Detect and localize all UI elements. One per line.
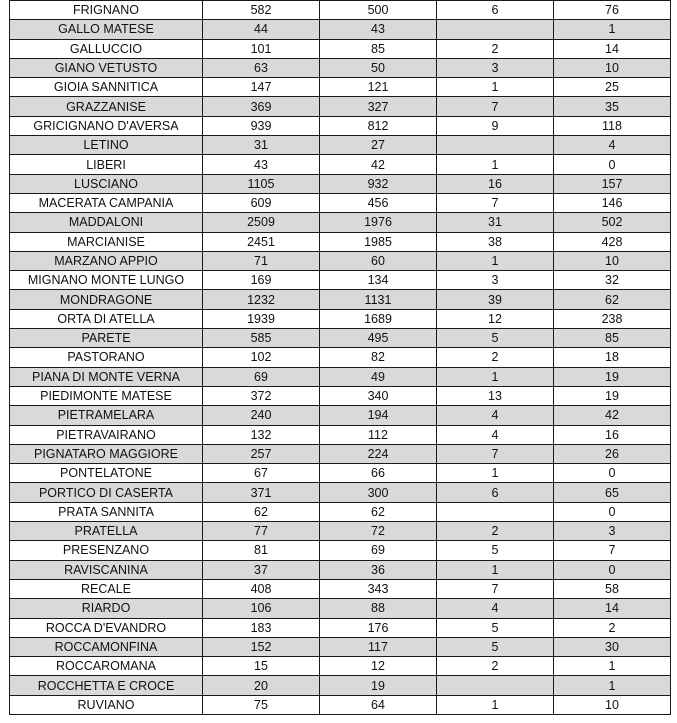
- table-row: [10, 406, 671, 425]
- value-cell-col3: 1131: [320, 290, 437, 309]
- table-row: [10, 599, 671, 618]
- table-row: [10, 213, 671, 232]
- value-cell-col2: 132: [203, 425, 320, 444]
- value-cell-col2: 585: [203, 329, 320, 348]
- value-cell-col3: 134: [320, 271, 437, 290]
- table-row: [10, 20, 671, 39]
- value-cell-col3: 42: [320, 155, 437, 174]
- municipality-cell: PRATA SANNITA: [10, 502, 203, 521]
- value-cell-col5: 146: [554, 193, 671, 212]
- value-cell-col2: 183: [203, 618, 320, 637]
- value-cell-col4: 7: [437, 579, 554, 598]
- value-cell-col4: 5: [437, 637, 554, 656]
- value-cell-col2: 71: [203, 251, 320, 270]
- municipality-cell: PRATELLA: [10, 522, 203, 541]
- value-cell-col2: 2451: [203, 232, 320, 251]
- value-cell-col4: 12: [437, 309, 554, 328]
- value-cell-col2: 1232: [203, 290, 320, 309]
- municipality-cell: MADDALONI: [10, 213, 203, 232]
- value-cell-col5: 2: [554, 618, 671, 637]
- value-cell-col2: 169: [203, 271, 320, 290]
- value-cell-col4: [437, 502, 554, 521]
- table-row: [10, 116, 671, 135]
- table-row: [10, 367, 671, 386]
- value-cell-col4: 3: [437, 58, 554, 77]
- municipality-cell: GRAZZANISE: [10, 97, 203, 116]
- value-cell-col2: 77: [203, 522, 320, 541]
- table-row: [10, 58, 671, 77]
- value-cell-col5: 26: [554, 444, 671, 463]
- value-cell-col2: 75: [203, 695, 320, 714]
- table-row: [10, 193, 671, 212]
- value-cell-col5: 0: [554, 464, 671, 483]
- value-cell-col3: 62: [320, 502, 437, 521]
- value-cell-col2: 81: [203, 541, 320, 560]
- value-cell-col3: 43: [320, 20, 437, 39]
- value-cell-col5: 42: [554, 406, 671, 425]
- value-cell-col4: 5: [437, 541, 554, 560]
- value-cell-col2: 1939: [203, 309, 320, 328]
- table-row: [10, 97, 671, 116]
- municipality-cell: MACERATA CAMPANIA: [10, 193, 203, 212]
- value-cell-col3: 224: [320, 444, 437, 463]
- value-cell-col5: 0: [554, 502, 671, 521]
- table-row: [10, 309, 671, 328]
- value-cell-col5: 62: [554, 290, 671, 309]
- value-cell-col4: 2: [437, 522, 554, 541]
- value-cell-col5: 58: [554, 579, 671, 598]
- value-cell-col5: 4: [554, 136, 671, 155]
- value-cell-col2: 44: [203, 20, 320, 39]
- municipality-cell: GIOIA SANNITICA: [10, 78, 203, 97]
- value-cell-col4: 7: [437, 97, 554, 116]
- municipality-cell: PIEDIMONTE MATESE: [10, 386, 203, 405]
- value-cell-col5: 25: [554, 78, 671, 97]
- value-cell-col5: 10: [554, 58, 671, 77]
- value-cell-col5: 10: [554, 251, 671, 270]
- value-cell-col5: 16: [554, 425, 671, 444]
- table-row: [10, 425, 671, 444]
- value-cell-col3: 1976: [320, 213, 437, 232]
- value-cell-col2: 2509: [203, 213, 320, 232]
- table-row: [10, 618, 671, 637]
- value-cell-col5: 0: [554, 155, 671, 174]
- value-cell-col3: 1985: [320, 232, 437, 251]
- table-row: [10, 174, 671, 193]
- value-cell-col5: 14: [554, 39, 671, 58]
- table-row: [10, 136, 671, 155]
- value-cell-col3: 69: [320, 541, 437, 560]
- value-cell-col4: [437, 136, 554, 155]
- spreadsheet-table-region: [9, 0, 670, 716]
- municipality-cell: PRESENZANO: [10, 541, 203, 560]
- municipality-cell: LIBERI: [10, 155, 203, 174]
- municipality-cell: LUSCIANO: [10, 174, 203, 193]
- value-cell-col4: 38: [437, 232, 554, 251]
- value-cell-col2: 69: [203, 367, 320, 386]
- value-cell-col4: 4: [437, 425, 554, 444]
- value-cell-col3: 27: [320, 136, 437, 155]
- value-cell-col2: 63: [203, 58, 320, 77]
- value-cell-col4: [437, 20, 554, 39]
- table-row: [10, 676, 671, 695]
- value-cell-col3: 117: [320, 637, 437, 656]
- table-row: [10, 560, 671, 579]
- value-cell-col4: 5: [437, 329, 554, 348]
- value-cell-col3: 85: [320, 39, 437, 58]
- municipality-cell: PIANA DI MONTE VERNA: [10, 367, 203, 386]
- value-cell-col5: 32: [554, 271, 671, 290]
- value-cell-col5: 1: [554, 20, 671, 39]
- municipality-cell: RUVIANO: [10, 695, 203, 714]
- municipality-cell: PASTORANO: [10, 348, 203, 367]
- municipality-cell: PARETE: [10, 329, 203, 348]
- value-cell-col2: 240: [203, 406, 320, 425]
- value-cell-col2: 67: [203, 464, 320, 483]
- value-cell-col4: [437, 676, 554, 695]
- value-cell-col4: 39: [437, 290, 554, 309]
- value-cell-col3: 495: [320, 329, 437, 348]
- municipality-cell: MARCIANISE: [10, 232, 203, 251]
- value-cell-col5: 10: [554, 695, 671, 714]
- table-row: [10, 483, 671, 502]
- value-cell-col2: 371: [203, 483, 320, 502]
- table-row: [10, 695, 671, 714]
- table-row: [10, 78, 671, 97]
- value-cell-col5: 18: [554, 348, 671, 367]
- value-cell-col4: 2: [437, 39, 554, 58]
- value-cell-col2: 372: [203, 386, 320, 405]
- table-row: [10, 1, 671, 20]
- municipality-cell: ROCCHETTA E CROCE: [10, 676, 203, 695]
- value-cell-col2: 369: [203, 97, 320, 116]
- municipality-cell: ROCCAROMANA: [10, 657, 203, 676]
- value-cell-col3: 66: [320, 464, 437, 483]
- value-cell-col3: 72: [320, 522, 437, 541]
- value-cell-col3: 932: [320, 174, 437, 193]
- value-cell-col4: 1: [437, 155, 554, 174]
- municipality-cell: LETINO: [10, 136, 203, 155]
- table-row: [10, 155, 671, 174]
- value-cell-col5: 1: [554, 657, 671, 676]
- value-cell-col2: 15: [203, 657, 320, 676]
- value-cell-col2: 37: [203, 560, 320, 579]
- table-row: [10, 579, 671, 598]
- value-cell-col5: 502: [554, 213, 671, 232]
- value-cell-col4: 1: [437, 464, 554, 483]
- municipality-cell: PIETRAVAIRANO: [10, 425, 203, 444]
- municipality-cell: PONTELATONE: [10, 464, 203, 483]
- value-cell-col3: 500: [320, 1, 437, 20]
- value-cell-col5: 85: [554, 329, 671, 348]
- value-cell-col4: 6: [437, 483, 554, 502]
- value-cell-col3: 82: [320, 348, 437, 367]
- value-cell-col3: 50: [320, 58, 437, 77]
- value-cell-col2: 101: [203, 39, 320, 58]
- value-cell-col5: 3: [554, 522, 671, 541]
- value-cell-col4: 31: [437, 213, 554, 232]
- municipality-cell: PORTICO DI CASERTA: [10, 483, 203, 502]
- value-cell-col4: 4: [437, 599, 554, 618]
- value-cell-col5: 118: [554, 116, 671, 135]
- value-cell-col2: 106: [203, 599, 320, 618]
- municipality-cell: GRICIGNANO D'AVERSA: [10, 116, 203, 135]
- municipality-cell: ORTA DI ATELLA: [10, 309, 203, 328]
- value-cell-col3: 12: [320, 657, 437, 676]
- value-cell-col2: 43: [203, 155, 320, 174]
- table-row: [10, 541, 671, 560]
- municipality-cell: PIETRAMELARA: [10, 406, 203, 425]
- value-cell-col4: 1: [437, 560, 554, 579]
- value-cell-col4: 2: [437, 348, 554, 367]
- value-cell-col3: 300: [320, 483, 437, 502]
- value-cell-col2: 257: [203, 444, 320, 463]
- value-cell-col5: 0: [554, 560, 671, 579]
- value-cell-col4: 1: [437, 251, 554, 270]
- table-body: [10, 1, 671, 715]
- value-cell-col4: 1: [437, 78, 554, 97]
- value-cell-col2: 31: [203, 136, 320, 155]
- table-row: [10, 386, 671, 405]
- value-cell-col4: 9: [437, 116, 554, 135]
- municipality-cell: MARZANO APPIO: [10, 251, 203, 270]
- municipality-cell: MONDRAGONE: [10, 290, 203, 309]
- value-cell-col3: 176: [320, 618, 437, 637]
- municipality-cell: FRIGNANO: [10, 1, 203, 20]
- value-cell-col4: 7: [437, 193, 554, 212]
- value-cell-col4: 1: [437, 695, 554, 714]
- value-cell-col3: 194: [320, 406, 437, 425]
- value-cell-col2: 609: [203, 193, 320, 212]
- value-cell-col2: 1105: [203, 174, 320, 193]
- municipality-cell: GALLUCCIO: [10, 39, 203, 58]
- value-cell-col3: 456: [320, 193, 437, 212]
- value-cell-col3: 64: [320, 695, 437, 714]
- municipality-cell: RECALE: [10, 579, 203, 598]
- municipality-data-table: [9, 0, 671, 715]
- value-cell-col5: 157: [554, 174, 671, 193]
- value-cell-col2: 408: [203, 579, 320, 598]
- value-cell-col2: 20: [203, 676, 320, 695]
- value-cell-col3: 343: [320, 579, 437, 598]
- value-cell-col5: 76: [554, 1, 671, 20]
- value-cell-col3: 327: [320, 97, 437, 116]
- value-cell-col4: 1: [437, 367, 554, 386]
- value-cell-col5: 428: [554, 232, 671, 251]
- table-row: [10, 464, 671, 483]
- value-cell-col5: 19: [554, 386, 671, 405]
- value-cell-col5: 35: [554, 97, 671, 116]
- table-row: [10, 522, 671, 541]
- value-cell-col4: 5: [437, 618, 554, 637]
- value-cell-col3: 88: [320, 599, 437, 618]
- table-row: [10, 502, 671, 521]
- municipality-cell: MIGNANO MONTE LUNGO: [10, 271, 203, 290]
- value-cell-col2: 102: [203, 348, 320, 367]
- value-cell-col2: 582: [203, 1, 320, 20]
- value-cell-col3: 49: [320, 367, 437, 386]
- table-row: [10, 232, 671, 251]
- table-row: [10, 637, 671, 656]
- value-cell-col3: 121: [320, 78, 437, 97]
- value-cell-col3: 340: [320, 386, 437, 405]
- value-cell-col5: 238: [554, 309, 671, 328]
- value-cell-col3: 19: [320, 676, 437, 695]
- municipality-cell: ROCCAMONFINA: [10, 637, 203, 656]
- value-cell-col5: 1: [554, 676, 671, 695]
- table-row: [10, 39, 671, 58]
- table-row: [10, 290, 671, 309]
- value-cell-col3: 36: [320, 560, 437, 579]
- table-row: [10, 657, 671, 676]
- table-row: [10, 348, 671, 367]
- municipality-cell: GIANO VETUSTO: [10, 58, 203, 77]
- value-cell-col5: 65: [554, 483, 671, 502]
- value-cell-col3: 60: [320, 251, 437, 270]
- value-cell-col4: 16: [437, 174, 554, 193]
- municipality-cell: ROCCA D'EVANDRO: [10, 618, 203, 637]
- value-cell-col5: 19: [554, 367, 671, 386]
- table-row: [10, 444, 671, 463]
- value-cell-col5: 14: [554, 599, 671, 618]
- municipality-cell: RAVISCANINA: [10, 560, 203, 579]
- value-cell-col4: 3: [437, 271, 554, 290]
- municipality-cell: GALLO MATESE: [10, 20, 203, 39]
- value-cell-col4: 13: [437, 386, 554, 405]
- value-cell-col2: 62: [203, 502, 320, 521]
- value-cell-col4: 4: [437, 406, 554, 425]
- municipality-cell: PIGNATARO MAGGIORE: [10, 444, 203, 463]
- value-cell-col2: 147: [203, 78, 320, 97]
- value-cell-col2: 939: [203, 116, 320, 135]
- value-cell-col4: 2: [437, 657, 554, 676]
- table-row: [10, 251, 671, 270]
- value-cell-col5: 7: [554, 541, 671, 560]
- value-cell-col5: 30: [554, 637, 671, 656]
- table-row: [10, 329, 671, 348]
- value-cell-col4: 7: [437, 444, 554, 463]
- value-cell-col2: 152: [203, 637, 320, 656]
- municipality-cell: RIARDO: [10, 599, 203, 618]
- value-cell-col3: 812: [320, 116, 437, 135]
- table-row: [10, 271, 671, 290]
- value-cell-col3: 1689: [320, 309, 437, 328]
- value-cell-col4: 6: [437, 1, 554, 20]
- value-cell-col3: 112: [320, 425, 437, 444]
